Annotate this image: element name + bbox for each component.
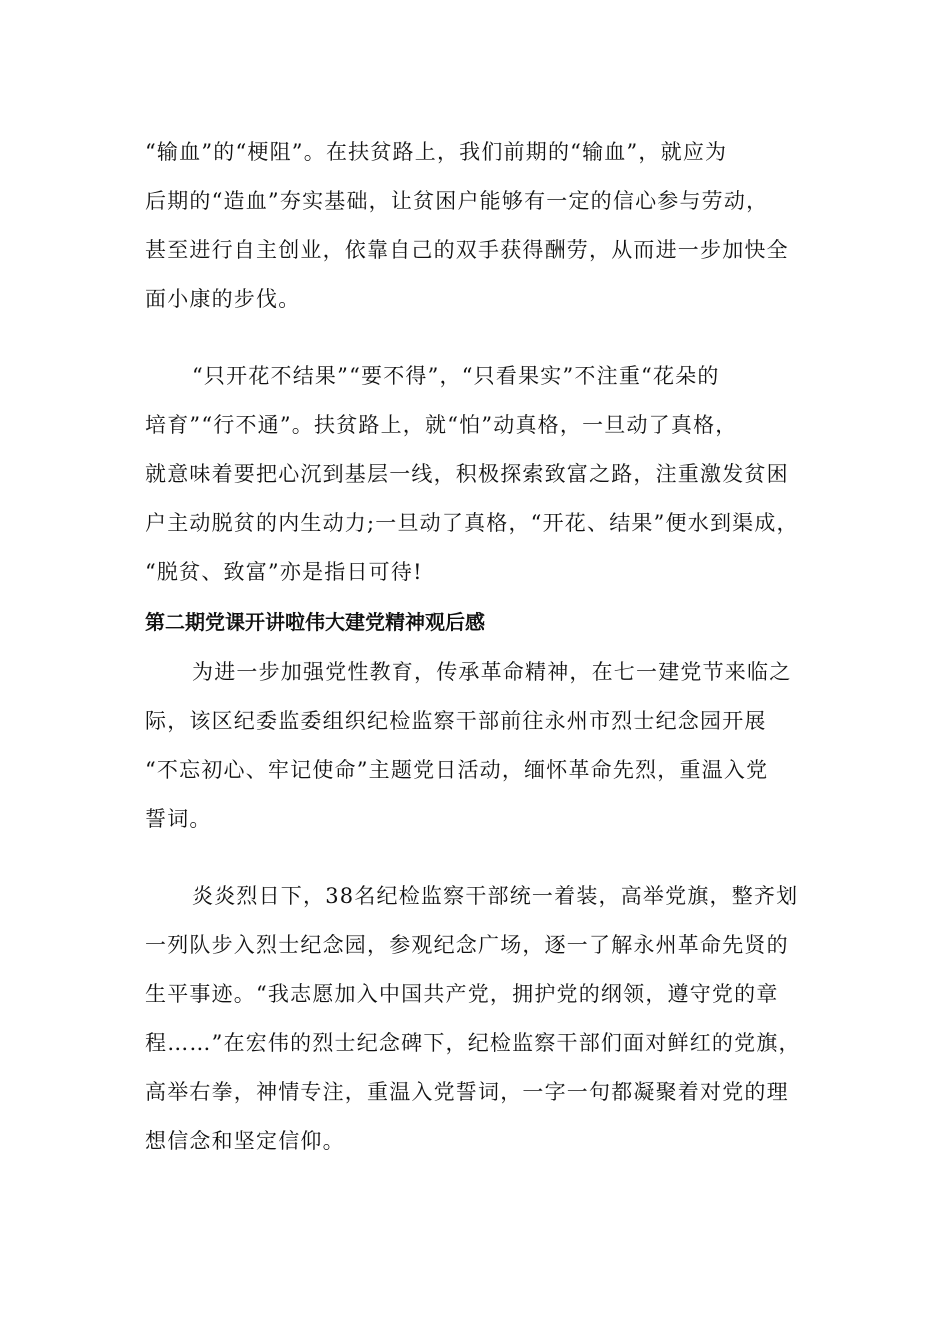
paragraph-4-line-5: 高举右拳，神情专注，重温入党誓词，一字一句都凝聚着对党的理 xyxy=(145,1080,789,1104)
paragraph-2-line-5: “脱贫、致富”亦是指日可待! xyxy=(145,560,423,584)
paragraph-2-line-3: 就意味着要把心沉到基层一线，积极探索致富之路，注重激发贫困 xyxy=(145,462,789,486)
paragraph-2-line-1: “只开花不结果”“要不得”，“只看果实”不注重“花朵的 xyxy=(192,364,720,388)
paragraph-3-line-3: “不忘初心、牢记使命”主题党日活动，缅怀革命先烈，重温入党 xyxy=(145,758,769,782)
paragraph-4-line-3: 生平事迹。“我志愿加入中国共产党，拥护党的纲领，遵守党的章 xyxy=(145,982,779,1006)
paragraph-1-line-3: 甚至进行自主创业，依靠自己的双手获得酬劳，从而进一步加快全 xyxy=(145,238,789,262)
paragraph-1-line-2: 后期的“造血”夯实基础，让贫困户能够有一定的信心参与劳动， xyxy=(145,189,769,213)
paragraph-4-line-1: 炎炎烈日下，38名纪检监察干部统一着装，高举党旗，整齐划 xyxy=(192,884,799,908)
paragraph-4-line-2: 一列队步入烈士纪念园，参观纪念广场，逐一了解永州革命先贤的 xyxy=(145,933,789,957)
paragraph-1-line-4: 面小康的步伐。 xyxy=(145,287,301,311)
paragraph-4-line-4: 程……”在宏伟的烈士纪念碑下，纪检监察干部们面对鲜红的党旗， xyxy=(145,1031,801,1055)
paragraph-1-line-1: “输血”的“梗阻”。在扶贫路上，我们前期的“输血”，就应为 xyxy=(145,140,728,164)
paragraph-2-line-4: 户主动脱贫的内生动力;一旦动了真格，“开花、结果”便水到渠成， xyxy=(145,511,799,535)
paragraph-3-line-2: 际，该区纪委监委组织纪检监察干部前往永州市烈士纪念园开展 xyxy=(145,709,767,733)
paragraph-3-line-4: 誓词。 xyxy=(145,807,212,831)
paragraph-2-line-2: 培育”“行不通”。扶贫路上，就“怕”动真格，一旦动了真格， xyxy=(145,413,738,437)
section-heading: 第二期党课开讲啦伟大建党精神观后感 xyxy=(145,610,485,634)
paragraph-4-line-6: 想信念和坚定信仰。 xyxy=(145,1129,345,1153)
paragraph-3-line-1: 为进一步加强党性教育，传承革命精神，在七一建党节来临之 xyxy=(192,660,792,684)
